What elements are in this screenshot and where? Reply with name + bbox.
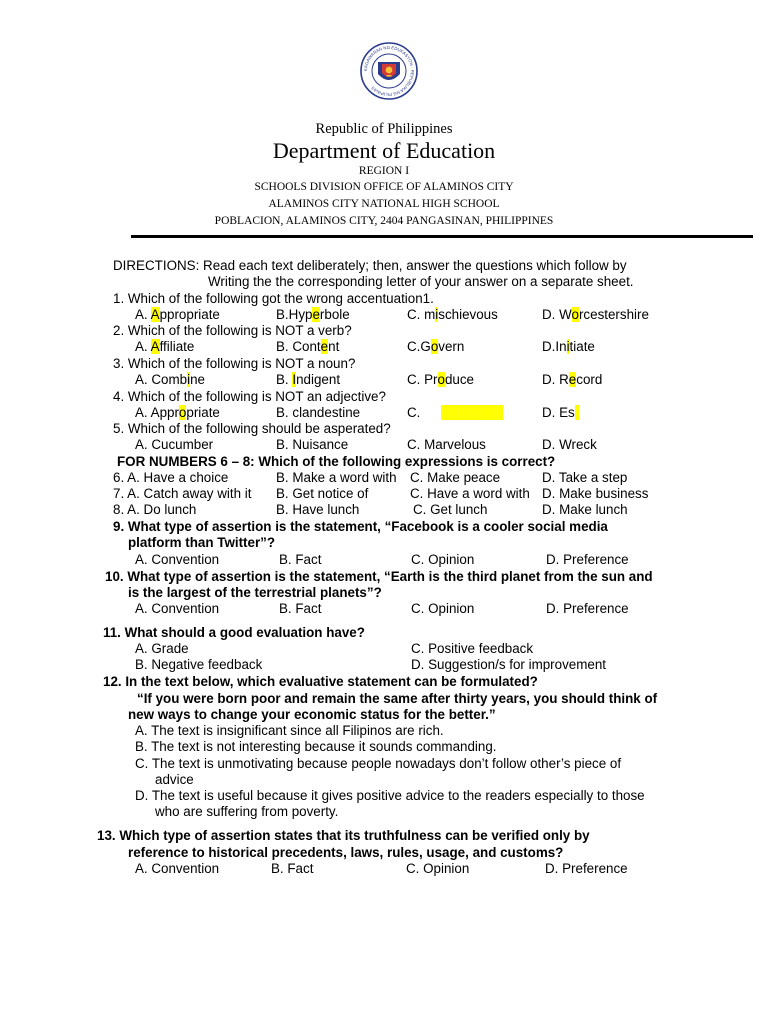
q12-choice-a: A. The text is insignificant since all Filipinos are rich. xyxy=(135,723,444,738)
q12-choice-d-line-1: D. The text is useful because it gives positive advice to the readers especially to those xyxy=(135,788,645,803)
deped-seal-logo xyxy=(360,42,418,100)
q13-choice-c: C. Opinion xyxy=(406,861,470,876)
q6-choice-d: D. Take a step xyxy=(542,470,628,485)
q1-choice-b: B.Hyperbole xyxy=(276,307,350,322)
q7-choice-b: B. Get notice of xyxy=(276,486,369,501)
q8-choice-c: C. Get lunch xyxy=(413,502,488,517)
q2-choice-c: C.Govern xyxy=(407,339,465,354)
q12-choice-d-line-2: who are suffering from poverty. xyxy=(155,804,339,819)
q12-choice-c-line-1: C. The text is unmotivating because people nowadays don’t follow other’s piece of xyxy=(135,756,622,771)
q6-choice-c: C. Make peace xyxy=(410,470,501,485)
q10-choice-a: A. Convention xyxy=(135,601,220,616)
q3-stem: 3. Which of the following is NOT a noun? xyxy=(113,356,356,371)
q12-stem: 12. In the text below, which evaluative statement can be formulated? xyxy=(103,674,538,689)
q13-choice-a: A. Convention xyxy=(135,861,220,876)
q5-choice-a: A. Cucumber xyxy=(135,437,214,452)
q3-choice-c: C. Produce xyxy=(407,372,475,387)
q3-choice-b: B. Indigent xyxy=(276,372,341,387)
q11-choice-b: B. Negative feedback xyxy=(135,657,263,672)
q7-choice-c: C. Have a word with xyxy=(410,486,530,501)
header-divider xyxy=(131,235,753,238)
q2-choice-a: A. Affiliate xyxy=(135,339,195,354)
q13-stem-line-2: reference to historical precedents, laws, rules, usage, and customs? xyxy=(128,845,564,860)
department-title: Department of Education xyxy=(272,138,496,163)
q2-choice-d: D.Initiate xyxy=(542,339,595,354)
q12-quote-line-2: new ways to change your economic status for the better.” xyxy=(128,707,496,722)
q13-stem-line-1: 13. Which type of assertion states that its truthfulness can be verified only by xyxy=(97,828,590,843)
directions-line-2: Writing the the corresponding letter of your answer on a separate sheet. xyxy=(208,274,634,289)
q4-choice-b: B. clandestine xyxy=(276,405,361,420)
q3-choice-d: D. Record xyxy=(542,372,603,387)
q6-choice-b: B. Make a word with xyxy=(276,470,397,485)
q5-choice-c: C. Marvelous xyxy=(407,437,486,452)
q10-choice-d: D. Preference xyxy=(546,601,629,616)
q12-choice-c-line-2: advice xyxy=(155,772,194,787)
republic-line: Republic of Philippines xyxy=(315,121,453,137)
q10-stem-line-2: is the largest of the terrestrial planets”? xyxy=(128,585,382,600)
q10-choice-c: C. Opinion xyxy=(411,601,475,616)
q9-stem-line-1: 9. What type of assertion is the statement, “Facebook is a cooler social media xyxy=(113,519,608,534)
q9-choice-a: A. Convention xyxy=(135,552,220,567)
expressions-heading: FOR NUMBERS 6 – 8: Which of the following expressions is correct? xyxy=(117,454,556,469)
address-line: POBLACION, ALAMINOS CITY, 2404 PANGASINAN, PHILIPPINES xyxy=(214,215,554,227)
q1-stem: 1. Which of the following got the wrong accentuation1. xyxy=(113,291,434,306)
q5-stem: 5. Which of the following should be asperated? xyxy=(113,421,391,436)
q1-choice-d: D. Worcestershire xyxy=(542,307,649,322)
q5-choice-b: B. Nuisance xyxy=(276,437,349,452)
q7-choice-a: 7. A. Catch away with it xyxy=(113,486,252,501)
q6-choice-a: 6. A. Have a choice xyxy=(113,470,229,485)
q4-choice-c: C. alloused xyxy=(407,405,503,421)
q1-choice-a: A. Appropriate xyxy=(135,307,220,322)
q4-choice-a: A. Appropriate xyxy=(135,405,220,420)
q9-choice-c: C. Opinion xyxy=(411,552,475,567)
q11-choice-c: C. Positive feedback xyxy=(411,641,534,656)
q13-choice-d: D. Preference xyxy=(545,861,628,876)
q8-choice-a: 8. A. Do lunch xyxy=(113,502,197,517)
q10-choice-b: B. Fact xyxy=(279,601,322,616)
q2-choice-b: B. Content xyxy=(276,339,340,354)
directions-line-1: DIRECTIONS: Read each text deliberately; then, answer the questions which follow by xyxy=(113,258,627,273)
q12-choice-b: B. The text is not interesting because it sounds commanding. xyxy=(135,739,497,754)
q13-choice-b: B. Fact xyxy=(271,861,314,876)
q4-stem: 4. Which of the following is NOT an adjective? xyxy=(113,389,386,404)
region-line: REGION I xyxy=(358,165,410,177)
q7-choice-d: D. Make business xyxy=(542,486,649,501)
q8-choice-d: D. Make lunch xyxy=(542,502,628,517)
q8-choice-b: B. Have lunch xyxy=(276,502,360,517)
q3-choice-a: A. Combine xyxy=(135,372,205,387)
q2-stem: 2. Which of the following is NOT a verb? xyxy=(113,323,352,338)
q9-stem-line-2: platform than Twitter”? xyxy=(128,535,276,550)
q9-choice-d: D. Preference xyxy=(546,552,629,567)
q9-choice-b: B. Fact xyxy=(279,552,322,567)
q10-stem-line-1: 10. What type of assertion is the statement, “Earth is the third planet from the sun and xyxy=(105,569,653,584)
division-line: SCHOOLS DIVISION OFFICE OF ALAMINOS CITY xyxy=(254,181,514,193)
q11-stem: 11. What should a good evaluation have? xyxy=(103,625,365,640)
svg-text:KAGAWARAN NG EDUKASYON · REPUB: KAGAWARAN NG EDUKASYON · REPUBLIKA NG PILIPINAS xyxy=(362,44,416,98)
q11-choice-a: A. Grade xyxy=(135,641,189,656)
q11-choice-d: D. Suggestion/s for improvement xyxy=(411,657,606,672)
q1-choice-c: C. mischievous xyxy=(407,307,498,322)
q12-quote-line-1: “If you were born poor and remain the same after thirty years, you should think of xyxy=(137,691,658,706)
q4-choice-d: D. Es- xyxy=(542,405,580,420)
school-line: ALAMINOS CITY NATIONAL HIGH SCHOOL xyxy=(268,198,500,210)
q5-choice-d: D. Wreck xyxy=(542,437,597,452)
